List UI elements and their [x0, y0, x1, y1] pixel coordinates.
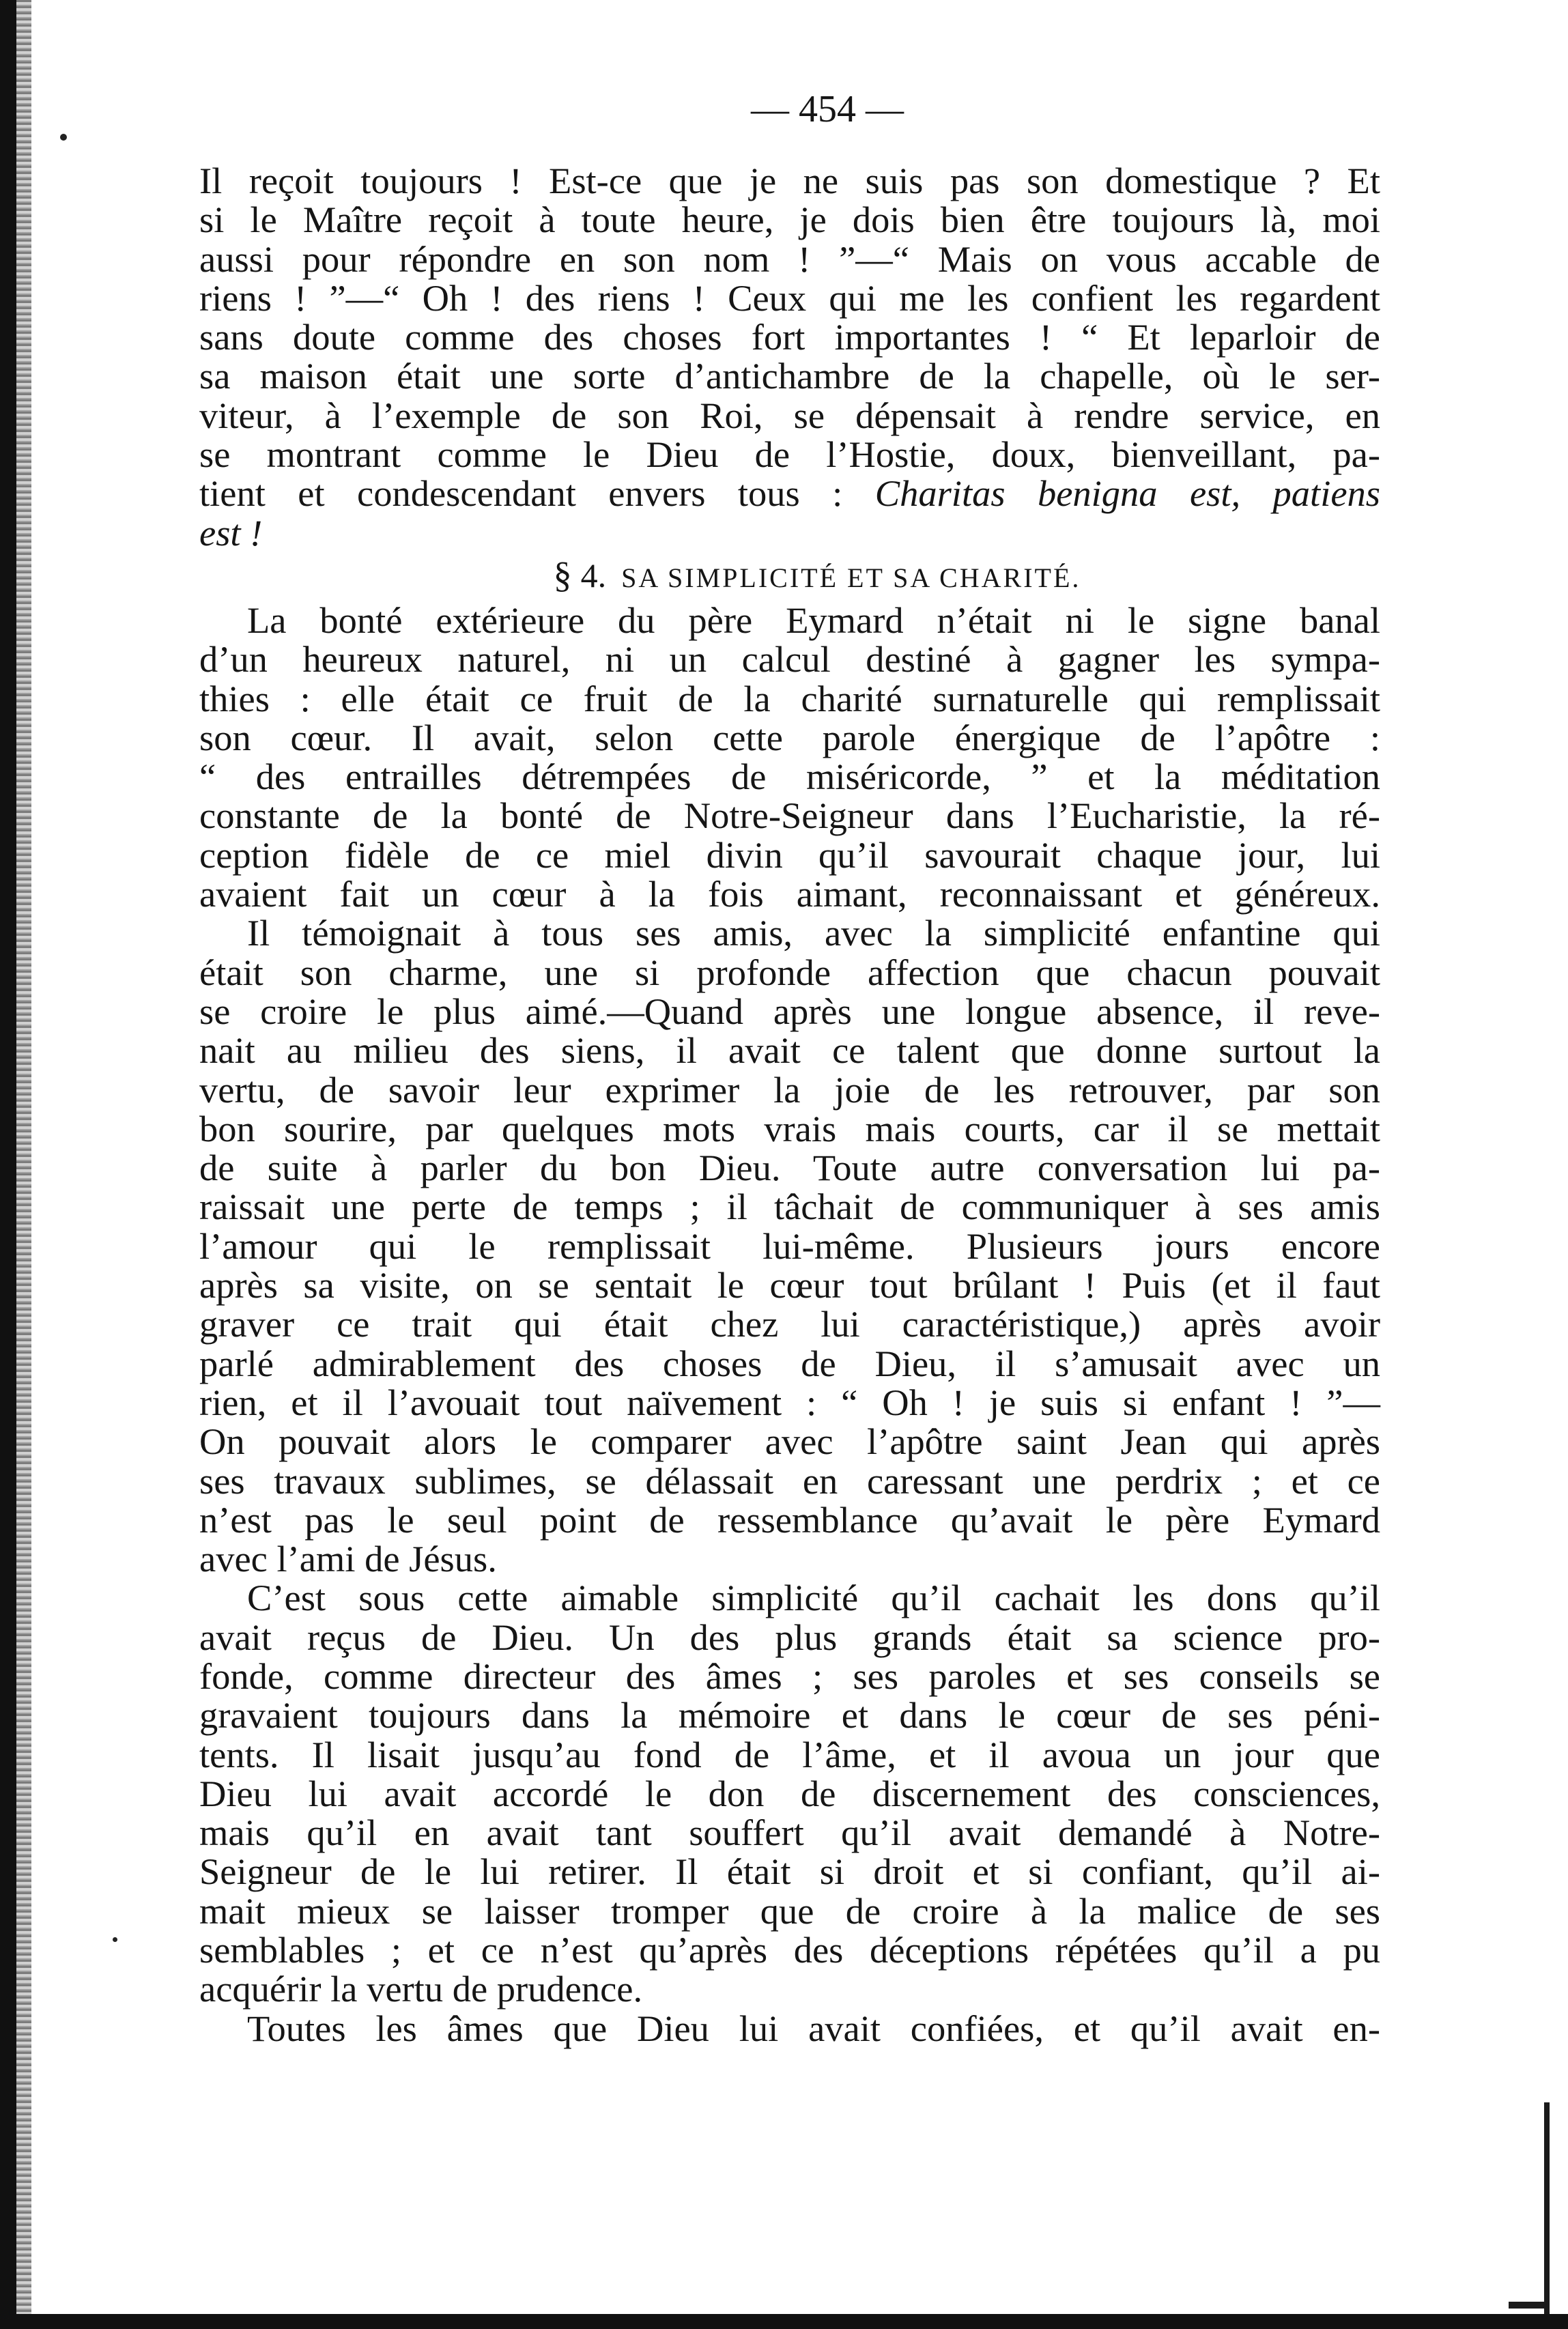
- paragraph-4: [199, 1578, 1380, 2008]
- text-line: raissait une perte de temps ; il tâchait de communiquer à ses amis: [199, 1186, 1380, 1228]
- text-line: avaient fait un cœur à la fois aimant, reconnaissant et généreux.: [199, 873, 1380, 915]
- paragraph-5: [199, 2009, 1380, 2048]
- latin-quote-end: est !: [199, 511, 263, 554]
- text-line: Toutes les âmes que Dieu lui avait confiées, et qu’il avait en-: [247, 2007, 1380, 2049]
- text-line: après sa visite, on se sentait le cœur tout brûlant ! Puis (et il faut: [199, 1264, 1380, 1306]
- section-title: SA SIMPLICITÉ ET SA CHARITÉ.: [621, 562, 1081, 593]
- text-line: riens ! ”—“ Oh ! des riens ! Ceux qui me les confient les regardent: [199, 276, 1380, 319]
- text-line: se croire le plus aimé.—Quand après une longue absence, il reve-: [199, 990, 1380, 1032]
- text-line: mais qu’il en avait tant souffert qu’il avait demandé à Notre-: [199, 1812, 1380, 1854]
- text-segment: tient et condescendant envers tous :: [199, 472, 875, 515]
- text-line: avec l’ami de Jésus.: [199, 1538, 497, 1580]
- text-line: sa maison était une sorte d’antichambre de la chapelle, où le ser-: [199, 355, 1380, 397]
- text-line: sans doute comme des choses fort importantes ! “ Et leparloir de: [199, 316, 1380, 358]
- text-line: nait au milieu des siens, il avait ce talent que donne surtout la: [199, 1029, 1380, 1072]
- text-line: si le Maître reçoit à toute heure, je dois bien être toujours là, moi: [199, 199, 1380, 241]
- text-line: acquérir la vertu de prudence.: [199, 1968, 643, 2010]
- text-line: d’un heureux naturel, ni un calcul destiné à gagner les sympa-: [199, 638, 1380, 681]
- document-page: [199, 82, 1380, 2048]
- text-line: rien, et il l’avouait tout naïvement : “ Oh ! je suis si enfant ! ”—: [199, 1381, 1380, 1423]
- scan-edge-right: [1544, 2102, 1550, 2314]
- text-line: mait mieux se laisser tromper que de croire à la malice de ses: [199, 1889, 1380, 1932]
- text-line: constante de la bonté de Notre-Seigneur dans l’Eucharistie, la ré-: [199, 795, 1380, 837]
- scan-edge-right-foot: [1509, 2302, 1550, 2309]
- text-line: avait reçus de Dieu. Un des plus grands était sa science pro-: [199, 1616, 1380, 1658]
- text-line: était son charme, une si profonde affection que chacun pouvait: [199, 951, 1380, 993]
- text-line: C’est sous cette aimable simplicité qu’il cachait les dons qu’il: [247, 1577, 1380, 1619]
- text-line: Seigneur de le lui retirer. Il était si droit et si confiant, qu’il ai-: [199, 1851, 1380, 1893]
- text-line: thies : elle était ce fruit de la charité surnaturelle qui remplissait: [199, 677, 1380, 719]
- text-line: Dieu lui avait accordé le don de discernement des consciences,: [199, 1772, 1380, 1814]
- text-line: semblables ; et ce n’est qu’après des déceptions répétées qu’il a pu: [199, 1929, 1380, 1971]
- section-symbol: §: [553, 554, 572, 595]
- scan-edge-left: [0, 0, 16, 2329]
- page-number: — 454 —: [751, 88, 904, 130]
- text-line: [199, 474, 1380, 513]
- text-line: Il reçoit toujours ! Est-ce que je ne suis pas son domestique ? Et: [199, 160, 1380, 201]
- text-line: aussi pour répondre en son nom ! ”—“ Mais on vous accable de: [199, 238, 1380, 280]
- section-number: 4.: [580, 556, 607, 595]
- text-line: On pouvait alors le comparer avec l’apôtre saint Jean qui après: [199, 1420, 1380, 1463]
- text-line: gravaient toujours dans la mémoire et dans le cœur de ses péni-: [199, 1694, 1380, 1737]
- text-line: parlé admirablement des choses de Dieu, il s’amusait avec un: [199, 1342, 1380, 1384]
- paragraph-1: [199, 161, 1380, 552]
- text-line: vertu, de savoir leur exprimer la joie de les retrouver, par son: [199, 1068, 1380, 1111]
- scan-edge-bottom: [0, 2314, 1568, 2329]
- text-line: l’amour qui le remplissait lui-même. Plusieurs jours encore: [199, 1225, 1380, 1267]
- latin-quote: Charitas benigna est, patiens: [874, 472, 1380, 515]
- section-heading: [254, 552, 1380, 601]
- scan-edge-grain: [16, 0, 31, 2329]
- text-line: son cœur. Il avait, selon cette parole énergique de l’apôtre :: [199, 716, 1380, 758]
- text-line: ses travaux sublimes, se délassait en caressant une perdrix ; et ce: [199, 1459, 1380, 1502]
- stray-mark: [60, 134, 67, 141]
- text-line: [199, 513, 1380, 552]
- text-line: de suite à parler du bon Dieu. Toute autre conversation lui pa-: [199, 1147, 1380, 1189]
- text-line: fonde, comme directeur des âmes ; ses paroles et ses conseils se: [199, 1655, 1380, 1697]
- paragraph-3: [199, 913, 1380, 1578]
- paragraph-2: [199, 601, 1380, 913]
- text-line: tents. Il lisait jusqu’au fond de l’âme, et il avoua un jour que: [199, 1733, 1380, 1775]
- stray-mark: [113, 1937, 117, 1942]
- text-line: bon sourire, par quelques mots vrais mais courts, car il se mettait: [199, 1107, 1380, 1149]
- text-line: ception fidèle de ce miel divin qu’il savourait chaque jour, lui: [199, 833, 1380, 876]
- text-line: “ des entrailles détrempées de miséricorde, ” et la méditation: [199, 756, 1380, 798]
- text-line: n’est pas le seul point de ressemblance qu’avait le père Eymard: [199, 1498, 1380, 1541]
- text-line: Il témoignait à tous ses amis, avec la simplicité enfantine qui: [247, 912, 1380, 954]
- text-line: se montrant comme le Dieu de l’Hostie, doux, bienveillant, pa-: [199, 433, 1380, 476]
- text-line: viteur, à l’exemple de son Roi, se dépensait à rendre service, en: [199, 394, 1380, 436]
- text-line: La bonté extérieure du père Eymard n’était ni le signe banal: [247, 599, 1380, 641]
- text-line: graver ce trait qui était chez lui caractéristique,) après avoir: [199, 1303, 1380, 1345]
